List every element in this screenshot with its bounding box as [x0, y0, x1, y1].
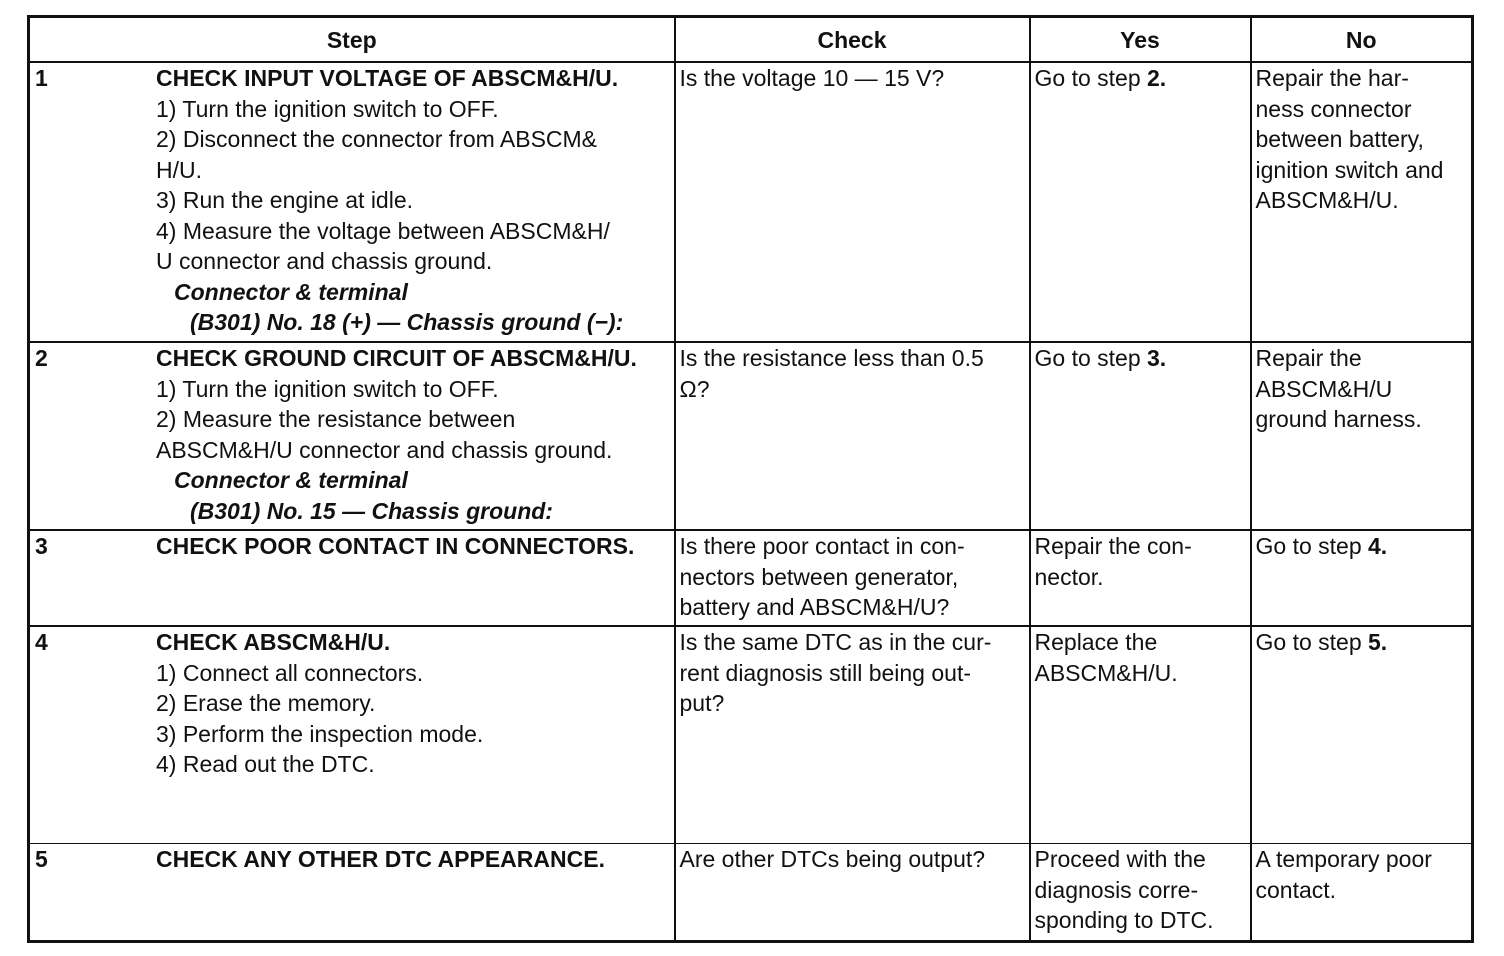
no-cell	[1251, 626, 1473, 844]
yes-cell	[1030, 62, 1251, 342]
step-number: 4	[35, 629, 48, 655]
connector-terminal: (B301) No. 18 (+) — Chassis ground (−):	[190, 309, 624, 335]
step-instruction: 1) Turn the ignition switch to OFF.	[156, 375, 499, 402]
header-check: Check	[675, 17, 1030, 63]
no-cell: A temporary poor contact.	[1251, 844, 1473, 942]
step-title: CHECK ABSCM&H/U.	[156, 629, 391, 655]
yes-text: Go to step	[1034, 345, 1148, 371]
step-number: 2	[35, 345, 48, 371]
header-yes: Yes	[1030, 17, 1251, 63]
step-cell	[29, 342, 675, 530]
header-step: Step	[29, 17, 675, 63]
no-cell: Repair the ABSCM&H/U ground harness.	[1251, 342, 1473, 530]
step-cell	[29, 530, 675, 626]
check-cell: Is the same DTC as in the cur- rent diagnosis still being out- put?	[675, 626, 1030, 844]
table-row	[29, 530, 1473, 626]
step-instruction: 1) Connect all connectors.	[156, 659, 424, 686]
step-cell	[29, 844, 675, 942]
no-text: Go to step	[1255, 629, 1369, 655]
table-row	[29, 62, 1473, 342]
check-cell: Are other DTCs being output?	[675, 844, 1030, 942]
yes-text: Go to step	[1034, 65, 1148, 91]
connector-label: Connector & terminal	[174, 278, 408, 305]
check-cell: Is the resistance less than 0.5 Ω?	[675, 342, 1030, 530]
step-title: CHECK GROUND CIRCUIT OF ABSCM&H/U.	[156, 345, 637, 371]
step-title: CHECK ANY OTHER DTC APPEARANCE.	[156, 846, 605, 872]
connector-label: Connector & terminal	[174, 467, 408, 493]
no-step-ref: 5.	[1368, 629, 1388, 655]
yes-cell: Replace the ABSCM&H/U.	[1030, 626, 1251, 844]
step-instruction: 2) Erase the memory.	[156, 690, 376, 716]
step-number: 1	[35, 65, 48, 91]
yes-cell: Repair the con- nector.	[1030, 530, 1251, 626]
step-cell	[29, 626, 675, 844]
table-row	[29, 844, 1473, 942]
yes-cell	[1030, 342, 1251, 530]
step-instruction: 4) Measure the voltage between ABSCM&H/ U connector and chassis ground.	[156, 217, 610, 274]
no-text: Go to step	[1255, 533, 1369, 559]
step-number: 5	[35, 846, 48, 872]
connector-terminal: (B301) No. 15 — Chassis ground:	[190, 497, 553, 524]
step-number: 3	[35, 533, 48, 559]
yes-step-ref: 2.	[1147, 65, 1167, 91]
step-title: CHECK INPUT VOLTAGE OF ABSCM&H/U.	[156, 65, 619, 91]
table-row	[29, 626, 1473, 844]
diagnostic-table	[27, 15, 1474, 943]
step-instruction: 3) Run the engine at idle.	[156, 187, 414, 213]
header-no: No	[1251, 17, 1473, 63]
table-row	[29, 342, 1473, 530]
no-step-ref: 4.	[1368, 533, 1388, 559]
step-title: CHECK POOR CONTACT IN CONNECTORS.	[156, 533, 635, 559]
yes-cell: Proceed with the diagnosis corre- sponding to DTC.	[1030, 844, 1251, 942]
step-instruction: 3) Perform the inspection mode.	[156, 720, 484, 747]
step-instruction: 1) Turn the ignition switch to OFF.	[156, 95, 499, 122]
check-cell: Is the voltage 10 — 15 V?	[675, 62, 1030, 342]
header-row	[29, 17, 1473, 63]
step-instruction: 2) Measure the resistance between ABSCM&H/U connector and chassis ground.	[156, 406, 613, 463]
step-cell	[29, 62, 675, 342]
no-cell: Repair the har- ness connector between battery, ignition switch and ABSCM&H/U.	[1251, 62, 1473, 342]
no-cell	[1251, 530, 1473, 626]
step-instruction: 2) Disconnect the connector from ABSCM& H/U.	[156, 126, 598, 183]
check-cell: Is there poor contact in con- nectors between generator, battery and ABSCM&H/U?	[675, 530, 1030, 626]
yes-step-ref: 3.	[1147, 345, 1167, 371]
step-instruction: 4) Read out the DTC.	[156, 751, 375, 777]
